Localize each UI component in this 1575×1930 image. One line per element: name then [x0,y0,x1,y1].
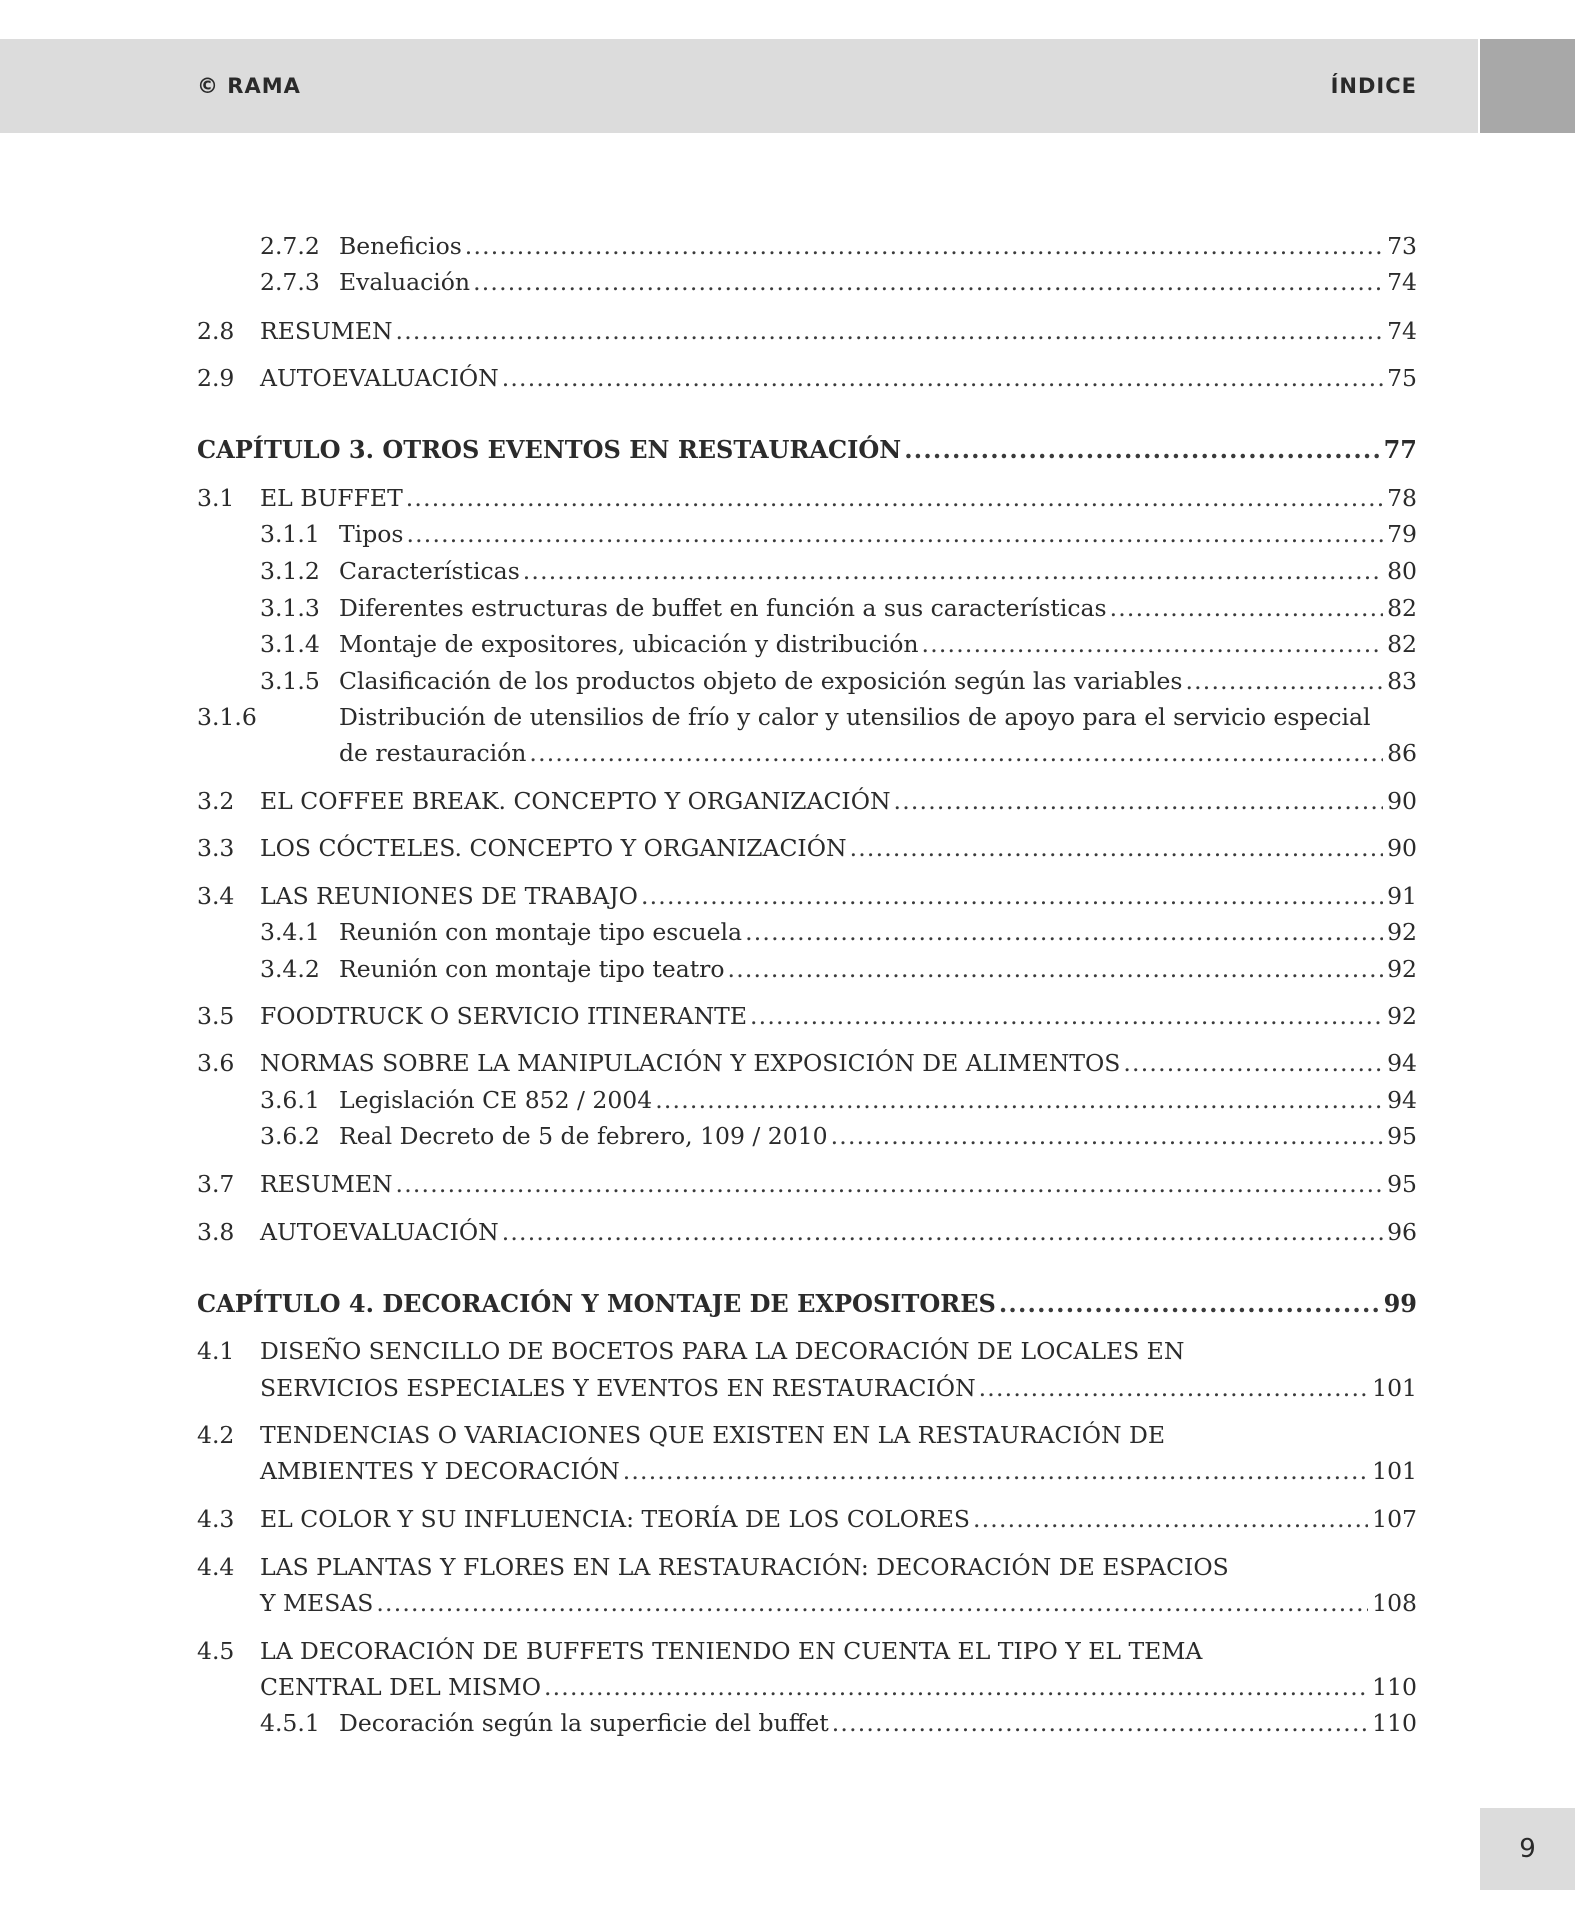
entry-page: 94 [1387,1049,1417,1077]
toc-entry-3-1-6[interactable] [197,736,1417,770]
entry-number: 2.9 [197,364,235,392]
entry-number: 3.1.1 [260,520,320,548]
toc-entry-3-7[interactable] [197,1167,1417,1201]
page-number-box [1480,1808,1575,1890]
entry-title: Evaluación [339,268,471,296]
entry-page: 101 [1372,1457,1417,1485]
entry-number: 3.1.2 [260,557,320,585]
entry-number: 2.8 [197,317,235,345]
entry-number: 3.6 [197,1049,235,1077]
entry-number: 3.1 [197,484,235,512]
entry-title: Reunión con montaje tipo escuela [339,918,743,946]
entry-number: 3.3 [197,834,235,862]
entry-number: 3.6.2 [260,1122,320,1150]
entry-title: Diferentes estructuras de buffet en función a sus características [339,594,1107,622]
entry-page: 107 [1372,1505,1417,1533]
entry-title-line-2: CENTRAL DEL MISMO [260,1673,541,1701]
toc-entry-4-5-1[interactable] [197,1706,1417,1740]
entry-number: 3.1.4 [260,630,320,658]
entry-page: 74 [1387,268,1417,296]
entry-title: EL BUFFET [260,484,403,512]
entry-page: 86 [1387,739,1417,767]
entry-title: Real Decreto de 5 de febrero, 109 / 2010 [339,1122,828,1150]
entry-number: 4.5.1 [260,1709,320,1737]
toc-entry-4-3[interactable] [197,1502,1417,1536]
entry-page: 75 [1387,364,1417,392]
toc-entry-3-2[interactable] [197,784,1417,818]
entry-page: 91 [1387,882,1417,910]
entry-title: Características [339,557,520,585]
entry-title-line-2: Y MESAS [260,1589,374,1617]
toc-entry-3-6-1[interactable] [197,1083,1417,1117]
chapter-page: 99 [1383,1289,1417,1318]
entry-number: 3.4 [197,882,235,910]
entry-page: 96 [1387,1218,1417,1246]
entry-title: EL COFFEE BREAK. CONCEPTO Y ORGANIZACIÓN [260,787,891,815]
entry-number: 3.6.1 [260,1086,320,1114]
entry-title: Reunión con montaje tipo teatro [339,955,725,983]
toc-entry-3-1-3[interactable] [197,591,1417,625]
entry-title: LOS CÓCTELES. CONCEPTO Y ORGANIZACIÓN [260,834,847,862]
entry-title: RESUMEN [260,317,393,345]
entry-number: 4.2 [197,1421,235,1449]
entry-title: Legislación CE 852 / 2004 [339,1086,653,1114]
entry-number: 2.7.3 [260,268,320,296]
toc-entry-3-3[interactable] [197,831,1417,865]
entry-page: 95 [1387,1122,1417,1150]
chapter-page: 77 [1383,435,1417,464]
chapter-title: CAPÍTULO 3. OTROS EVENTOS EN RESTAURACIÓN [197,435,902,464]
entry-page: 108 [1372,1589,1417,1617]
entry-title: EL COLOR Y SU INFLUENCIA: TEORÍA DE LOS COLORES [260,1505,970,1533]
entry-number: 4.3 [197,1505,235,1533]
entry-title: Clasificación de los productos objeto de exposición según las variables [339,667,1183,695]
entry-page: 92 [1387,1002,1417,1030]
entry-title-line-1[interactable]: DISEÑO SENCILLO DE BOCETOS PARA LA DECORACIÓN DE LOCALES EN [260,1337,1185,1365]
toc-entry-3-5[interactable] [197,999,1417,1033]
entry-title: NORMAS SOBRE LA MANIPULACIÓN Y EXPOSICIÓN DE ALIMENTOS [260,1049,1121,1077]
toc-entry-2-7-3[interactable] [197,265,1417,299]
entry-title-line-2: de restauración [339,739,527,767]
entry-title-line-1[interactable]: TENDENCIAS O VARIACIONES QUE EXISTEN EN LA RESTAURACIÓN DE [260,1421,1165,1449]
entry-page: 95 [1387,1170,1417,1198]
entry-number: 3.4.1 [260,918,320,946]
toc-chapter-3[interactable] [197,433,1417,467]
toc-entry-3-4-1[interactable] [197,915,1417,949]
entry-page: 82 [1387,630,1417,658]
entry-title: AUTOEVALUACIÓN [260,1218,499,1246]
toc-entry-3-1-2[interactable] [197,554,1417,588]
toc-entry-4-5[interactable] [197,1670,1417,1704]
entry-number: 4.4 [197,1553,235,1581]
entry-title: RESUMEN [260,1170,393,1198]
entry-number: 4.5 [197,1637,235,1665]
entry-number: 3.1.3 [260,594,320,622]
entry-number: 3.1.6 [197,703,257,731]
entry-number: 3.2 [197,787,235,815]
toc-entry-2-8[interactable] [197,314,1417,348]
header-publisher: © RAMA [197,74,301,98]
entry-number: 3.1.5 [260,667,320,695]
entry-page: 90 [1387,834,1417,862]
entry-number: 3.8 [197,1218,235,1246]
entry-title: Beneficios [339,232,462,260]
entry-title-line-1[interactable]: LAS PLANTAS Y FLORES EN LA RESTAURACIÓN: DECORACIÓN DE ESPACIOS [260,1553,1229,1581]
header-section-title: ÍNDICE [1330,74,1417,98]
entry-title-line-2: AMBIENTES Y DECORACIÓN [260,1457,620,1485]
entry-title-line-1[interactable]: LA DECORACIÓN DE BUFFETS TENIENDO EN CUENTA EL TIPO Y EL TEMA [260,1637,1203,1665]
chapter-title: CAPÍTULO 4. DECORACIÓN Y MONTAJE DE EXPOSITORES [197,1289,996,1318]
toc-entry-3-1[interactable] [197,481,1417,515]
toc-chapter-4[interactable] [197,1287,1417,1321]
entry-title-line-2: SERVICIOS ESPECIALES Y EVENTOS EN RESTAURACIÓN [260,1374,976,1402]
entry-page: 92 [1387,955,1417,983]
entry-page: 94 [1387,1086,1417,1114]
entry-page: 90 [1387,787,1417,815]
entry-title: FOODTRUCK O SERVICIO ITINERANTE [260,1002,747,1030]
entry-number: 3.4.2 [260,955,320,983]
entry-page: 80 [1387,557,1417,585]
toc-entry-3-1-4[interactable] [197,627,1417,661]
entry-page: 73 [1387,232,1417,260]
entry-number: 4.1 [197,1337,235,1365]
toc-entry-3-6-2[interactable] [197,1119,1417,1153]
toc-entry-4-1[interactable] [197,1371,1417,1405]
toc-entry-4-2[interactable] [197,1454,1417,1488]
entry-page: 110 [1372,1673,1417,1701]
entry-page: 78 [1387,484,1417,512]
entry-page: 82 [1387,594,1417,622]
toc-entry-3-1-1[interactable] [197,517,1417,551]
entry-title: Montaje de expositores, ubicación y distribución [339,630,919,658]
page-number: 9 [1519,1834,1536,1864]
entry-page: 92 [1387,918,1417,946]
entry-page: 74 [1387,317,1417,345]
entry-title: AUTOEVALUACIÓN [260,364,499,392]
toc-entry-2-7-2[interactable] [197,229,1417,263]
toc-entry-2-9[interactable] [197,361,1417,395]
entry-number: 2.7.2 [260,232,320,260]
entry-title-line-1[interactable]: Distribución de utensilios de frío y calor y utensilios de apoyo para el servicio especial [339,703,1371,731]
entry-page: 101 [1372,1374,1417,1402]
entry-page: 83 [1387,667,1417,695]
toc-entry-3-8[interactable] [197,1215,1417,1249]
toc-entry-3-6[interactable] [197,1046,1417,1080]
entry-page: 110 [1372,1709,1417,1737]
entry-number: 3.5 [197,1002,235,1030]
entry-page: 79 [1387,520,1417,548]
toc-entry-3-4[interactable] [197,879,1417,913]
header-tab [1480,39,1575,133]
entry-title: Decoración según la superficie del buffet [339,1709,829,1737]
toc-entry-3-1-5[interactable] [197,664,1417,698]
entry-title: LAS REUNIONES DE TRABAJO [260,882,638,910]
entry-number: 3.7 [197,1170,235,1198]
toc-entry-4-4[interactable] [197,1586,1417,1620]
entry-title: Tipos [339,520,404,548]
toc-entry-3-4-2[interactable] [197,952,1417,986]
